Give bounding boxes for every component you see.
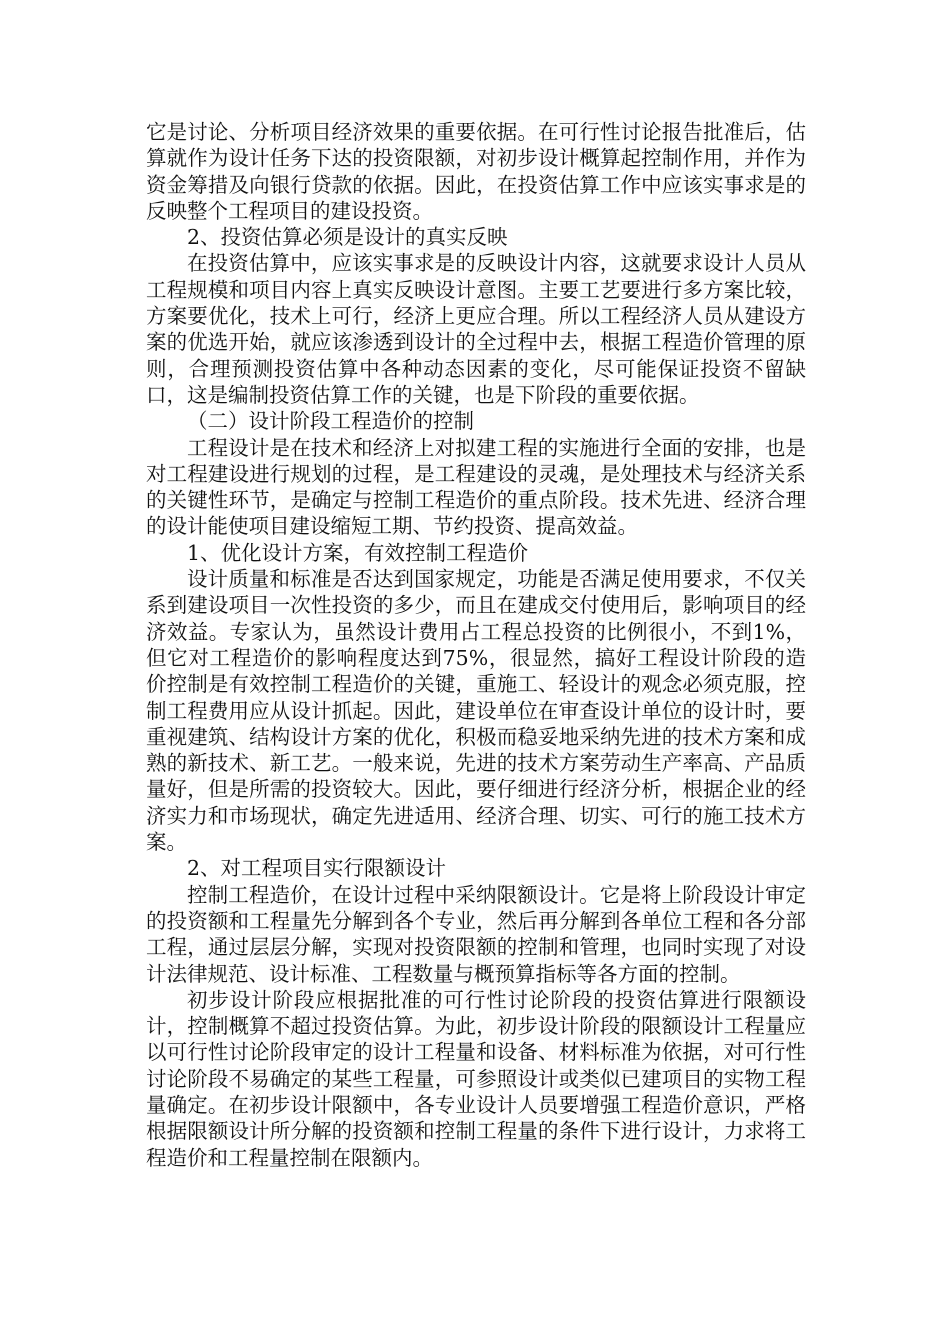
heading-design-stage-cost-control: （二）设计阶段工程造价的控制 bbox=[187, 409, 474, 434]
heading-optimize-design: 1、优化设计方案，有效控制工程造价 bbox=[187, 540, 529, 565]
paragraph-preliminary-design: 初步设计阶段应根据批准的可行性讨论阶段的投资估算进行限额设计，控制概算不超过投资估算。为此，初步设计阶段的限额设计工程量应以可行性讨论阶段审定的设计工程量和设备、材料标准为依据，对可行性讨论阶段不易确定的某些工程量，可参照设计或类似已建项目的实物工程量确定。在初步设计限额中，各专业设计人员要增强工程造价意识，严格根据限额设计所分解的投资额和控制工程量的条件下进行设计，力求将工程造价和工程量控制在限额内。 bbox=[146, 987, 806, 1170]
heading-limit-design: 2、对工程项目实行限额设计 bbox=[187, 856, 447, 881]
paragraph-investment-basis: 它是讨论、分析项目经济效果的重要依据。在可行性讨论报告批准后，估算就作为设计任务下达的投资限额，对初步设计概算起控制作用，并作为资金筹措及向银行贷款的依据。因此，在投资估算工作中应该实事求是的反映整个工程项目的建设投资。 bbox=[146, 120, 806, 223]
document-page bbox=[146, 119, 806, 1171]
paragraph-design-stage-cost-control: 工程设计是在技术和经济上对拟建工程的实施进行全面的安排，也是对工程建设进行规划的过程，是工程建设的灵魂，是处理技术与经济关系的关键性环节，是确定与控制工程造价的重点阶段。技术先进、经济合理的设计能使项目建设缩短工期、节约投资、提高效益。 bbox=[146, 435, 806, 539]
heading-estimate-reflects-design: 2、投资估算必须是设计的真实反映 bbox=[187, 225, 508, 250]
paragraph-limit-design: 控制工程造价，在设计过程中采纳限额设计。它是将上阶段设计审定的投资额和工程量先分解到各个专业，然后再分解到各单位工程和各分部工程，通过层层分解，实现对投资限额的控制和管理，也同时实现了对设计法律规范、设计标准、工程数量与概预算指标等各方面的控制。 bbox=[146, 882, 806, 986]
paragraph-estimate-reflects-design: 在投资估算中，应该实事求是的反映设计内容，这就要求设计人员从工程规模和项目内容上真实反映设计意图。主要工艺要进行多方案比较，方案要优化，技术上可行，经济上更应合理。所以工程经济人员从建设方案的优选开始，就应该渗透到设计的全过程中去，根据工程造价管理的原则，合理预测投资估算中各种动态因素的变化，尽可能保证投资不留缺口，这是编制投资估算工作的关键，也是下阶段的重要依据。 bbox=[146, 251, 806, 407]
paragraph-optimize-design: 设计质量和标准是否达到国家规定，功能是否满足使用要求，不仅关系到建设项目一次性投资的多少，而且在建成交付使用后，影响项目的经济效益。专家认为，虽然设计费用占工程总投资的比例很小，不到1%，但它对工程造价的影响程度达到75%，很显然，搞好工程设计阶段的造价控制是有效控制工程造价的关键，重施工、轻设计的观念必须克服，控制工程费用应从设计抓起。因此，建设单位在审查设计单位的设计时，要重视建筑、结构设计方案的优化，积极而稳妥地采纳先进的技术方案和成熟的新技术、新工艺。一般来说，先进的技术方案劳动生产率高、产品质量好，但是所需的投资较大。因此，要仔细进行经济分析，根据企业的经济实力和市场现状，确定先进适用、经济合理、切实、可行的施工技术方案。 bbox=[146, 567, 806, 855]
